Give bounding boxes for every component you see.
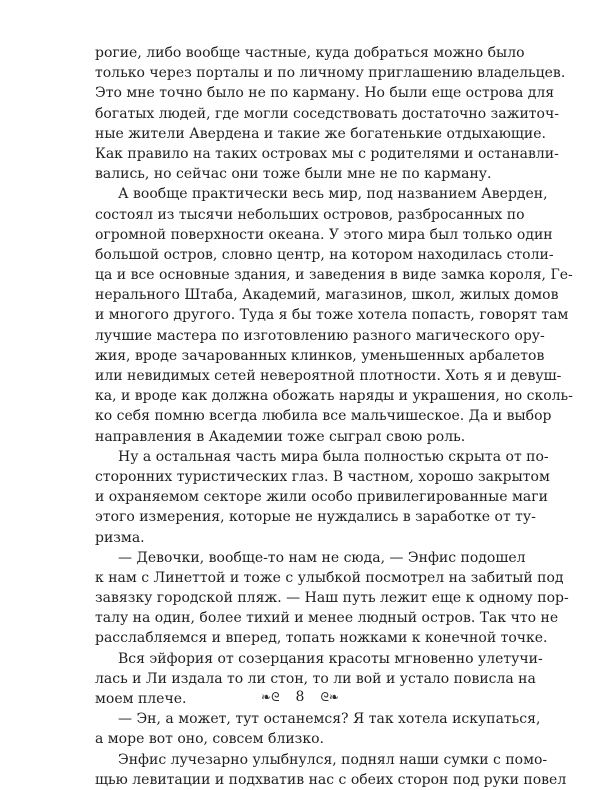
text-line: а море вот оно, совсем близко. [95,731,324,748]
text-line: ко себя помню всегда любила все мальчишеское. Да и выбор [95,408,552,425]
text-line: Это мне точно было не по карману. Но были еще острова для [95,85,555,102]
text-line: к нам с Линеттой и тоже с улыбкой посмотрел на забитый под [95,569,564,586]
text-line: богатых людей, где могли соседствовать достаточно зажиточ- [95,105,559,122]
text-line: сторонних туристических глаз. В частном, хорошо закрытом [95,468,550,485]
text-line: завязку городской пляж. — Наш путь лежит еще к одному пор- [95,590,569,607]
text-line: щью левитации и подхватив нас с обеих сторон под руки повел [95,771,567,788]
paragraph-start-line: Энфис лучезарно улыбнулся, поднял наши сумки с помо- [118,751,548,768]
text-line: или невидимых сетей невероятной плотности. Хоть я и девуш- [95,368,562,384]
text-line: Как правило на таких островах мы с родителями и останавли- [95,145,559,162]
text-line: только через порталы и по личному приглашению владельцев. [95,65,566,82]
text-line: ца и все основные здания, и заведения в виде замка короля, Ге- [95,267,573,284]
text-line: этого измерения, которые не нуждались в заработке от ту- [95,509,536,526]
paragraph-start-line: Ну а остальная часть мира была полностью скрыта от по- [118,448,549,465]
paragraph-start-line: — Девочки, вообще-то нам не сюда, — Энфис подошел [118,549,526,566]
text-line: лучшие мастера по изготовлению разного магического ору- [95,327,545,344]
left-ornament-icon: ❧ᘓ [261,690,280,704]
body-text [95,43,573,790]
text-line: ка, и вроде как должна обожать наряды и украшения, но сколь- [95,388,573,405]
text-line: нерального Штаба, Академий, магазинов, школ, жилых домов [95,287,559,304]
text-line: расслабляемся и вперед, топать ножками к конечной точке. [95,630,548,647]
page-footer [0,687,600,707]
text-line: состоял из тысячи небольших островов, разбросанных по [95,206,525,223]
paragraph-start-line: — Эн, а может, тут останемся? Я так хотела искупаться, [118,711,541,728]
text-line: рогие, либо вообще частные, куда добраться можно было [95,45,525,61]
text-line: ризма. [95,529,145,546]
text-line: жия, вроде зачарованных клинков, уменьшенных арбалетов [95,347,545,364]
text-line: и охраняемом секторе жили особо привилегированные маги [95,489,548,506]
text-line: ные жители Авердена и такие же богатенькие отдыхающие. [95,125,546,142]
text-line: и многого другого. Туда я бы тоже хотела попасть, говорят там [95,307,569,324]
paragraph-start-line: А вообще практически весь мир, под названием Аверден, [118,186,548,203]
text-line: талу на один, более тихий и менее людный остров. Так что не [95,610,559,627]
text-line: вались, но сейчас они тоже были мне не по карману. [95,166,492,183]
text-line: направления в Академии тоже сыграл свою роль. [95,428,466,445]
page-number: 8 [295,689,305,705]
text-line: огромной поверхности океана. У этого мира был только один [95,226,553,243]
text-line: моем плече. [95,691,187,707]
text-line: большой остров, словно центр, на котором находилась столи- [95,246,554,263]
right-ornament-icon: ᘓ❧ [320,690,339,704]
text-line: лась и Ли издала то ли стон, то ли вой и устало повисла на [95,670,536,687]
paragraph-start-line: Вся эйфория от созерцания красоты мгновенно улетучи- [118,650,543,667]
